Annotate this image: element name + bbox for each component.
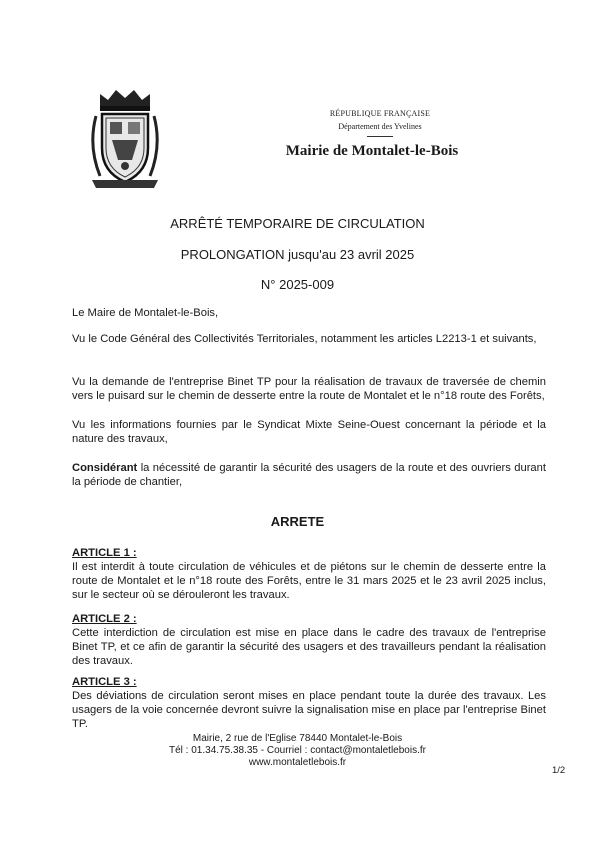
preamble-vu-informations: Vu les informations fournies par le Syndicat Mixte Seine-Ouest concernant la période et la nature des travaux,: [72, 419, 546, 445]
header-republic-block: [310, 109, 450, 137]
preamble-considerant: [72, 461, 546, 489]
article-2-text: Cette interdiction de circulation est mise en place dans le cadre des travaux de l'entreprise Binet TP, et ce afin de garantir la sécurité des usagers et des travailleurs pendant la réalisation des travaux.: [72, 627, 546, 667]
document-number: N° 2025-009: [260, 277, 335, 292]
footer-contact: Tél : 01.34.75.38.35 - Courriel : contact@montaletlebois.fr: [169, 745, 426, 756]
considerant-text: la nécessité de garantir la sécurité des usagers de la route et des ouvriers durant la période de chantier,: [72, 462, 546, 488]
mairie-name: Mairie de Montalet-le-Bois: [285, 143, 459, 159]
arrete-heading: ARRETE: [270, 514, 325, 529]
document-subtitle: PROLONGATION jusqu'au 23 avril 2025: [180, 247, 415, 262]
republic-label: RÉPUBLIQUE FRANÇAISE: [329, 109, 431, 118]
page-number: 1/2: [552, 765, 566, 776]
document-title: ARRÊTÉ TEMPORAIRE DE CIRCULATION: [170, 216, 425, 231]
footer-address: Mairie, 2 rue de l'Eglise 78440 Montalet-le-Bois: [192, 733, 403, 744]
article-2-title: ARTICLE 2 :: [72, 613, 137, 625]
article-3-text: Des déviations de circulation seront mises en place pendant toute la durée des travaux. Les usagers de la voie concernée devront suivre la signalisation mise en place par l'entreprise Binet TP.: [72, 690, 546, 730]
article-1-text: Il est interdit à toute circulation de véhicules et de piétons sur le chemin de desserte entre la route de Montalet et le n°18 route des Forêts, entre le 31 mars 2025 et le 23 avril 2025 inclus, sur le secteur où se dérouleront les travaux.: [72, 561, 546, 601]
article-1-title: ARTICLE 1 :: [72, 547, 137, 559]
preamble-vu-code: Vu le Code Général des Collectivités Territoriales, notamment les articles L2213-1 et suivants,: [72, 333, 537, 345]
preamble-vu-demande: Vu la demande de l'entreprise Binet TP pour la réalisation de travaux de traversée de chemin vers le puisard sur le chemin de desserte entre la route de Montalet et le n°18 route des Forêts,: [72, 376, 546, 402]
article-3-title: ARTICLE 3 :: [72, 676, 137, 688]
considerant-keyword: Considérant: [72, 462, 138, 474]
header-divider: [367, 136, 393, 137]
department-label: Département des Yvelines: [338, 122, 422, 131]
coat-of-arms-logo: [86, 86, 164, 190]
preamble-maire: Le Maire de Montalet-le-Bois,: [72, 307, 219, 319]
footer-website: www.montaletlebois.fr: [248, 757, 347, 768]
